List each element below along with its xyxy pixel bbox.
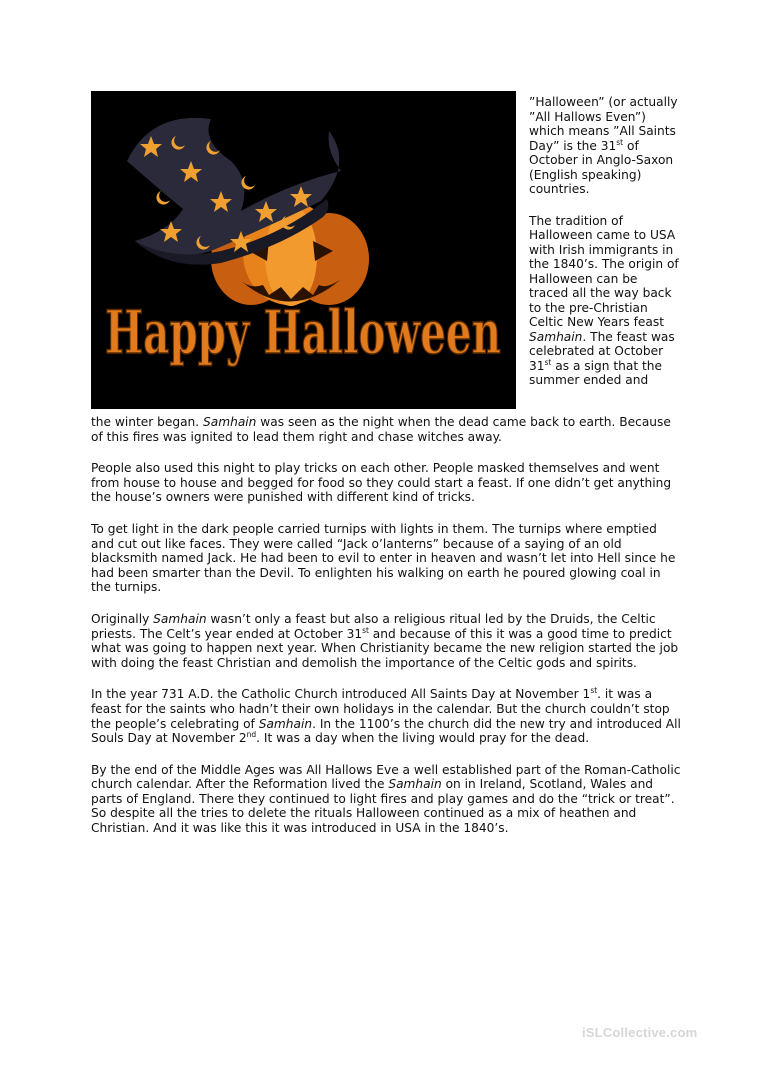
banner-text: Happy Halloween: [105, 298, 501, 368]
body-paragraph-6: By the end of the Middle Ages was All Hallows Eve a well established part of the Roman-Catholic church calendar. After the Reformation lived the Samhain on in Ireland, Scotland, Wales and parts of England. There they continued to light fires and play games and do the “trick or treat”. So despite all the tries to delete the rituals Halloween continued as a mix of heathen and Christian. And it was like this it was introduced in USA in the 1840’s.: [91, 762, 681, 836]
side-paragraph-2: The tradition of Halloween came to USA with Irish immigrants in the 1840’s. The origin of Halloween can be traced all the way back to the pre-Christian Celtic New Years feast Samhain. The feast was celebrated at October 31st as a sign that the summer ended and: [529, 213, 679, 387]
body-paragraph-5: In the year 731 A.D. the Catholic Church introduced All Saints Day at November 1st. it was a feast for the saints who hadn’t their own holidays in the calendar. But the church couldn’t stop the people’s celebrating of Samhain. In the 1100’s the church did the new try and introduced All Souls Day at November 2nd. It was a day when the living would pray for the dead.: [91, 686, 681, 746]
happy-halloween-illustration: [91, 91, 516, 409]
body-paragraph-4: Originally Samhain wasn’t only a feast but also a religious ritual led by the Druids, the Celtic priests. The Celt’s year ended at October 31st and because of this it was a good time to predict what was going to happen next year. When Christianity became the new religion started the job with doing the feast Christian and demolish the importance of the Celtic gods and spirits.: [91, 611, 679, 670]
side-paragraph-1: ”Halloween” (or actually ”All Hallows Even”) which means ”All Saints Day” is the 31st of October in Anglo-Saxon (English speaking) countries.: [529, 95, 678, 196]
body-paragraph-3: To get light in the dark people carried turnips with lights in them. The turnips where emptied and cut out like faces. They were called “Jack o’lanterns” because of a saying of an old blacksmith named Jack. He had been to evil to enter in heaven and wasn’t let into Hell since he had been smarter than the Devil. To enlighten his walking on earth he poured glowing coal in the turnips.: [91, 521, 676, 595]
body-paragraph-1: the winter began. Samhain was seen as the night when the dead came back to earth. Because of this fires was ignited to lead them right and chase witches away.: [91, 415, 671, 444]
body-paragraph-2: People also used this night to play tricks on each other. People masked themselves and went from house to house and begged for food so they could start a feast. If one didn’t get anything the house’s owners were punished with different kind of tricks.: [91, 461, 672, 505]
halloween-image: [91, 91, 516, 409]
body-text: [91, 415, 681, 853]
side-column-text: [529, 95, 679, 405]
watermark: iSLCollective.com: [582, 1025, 698, 1040]
